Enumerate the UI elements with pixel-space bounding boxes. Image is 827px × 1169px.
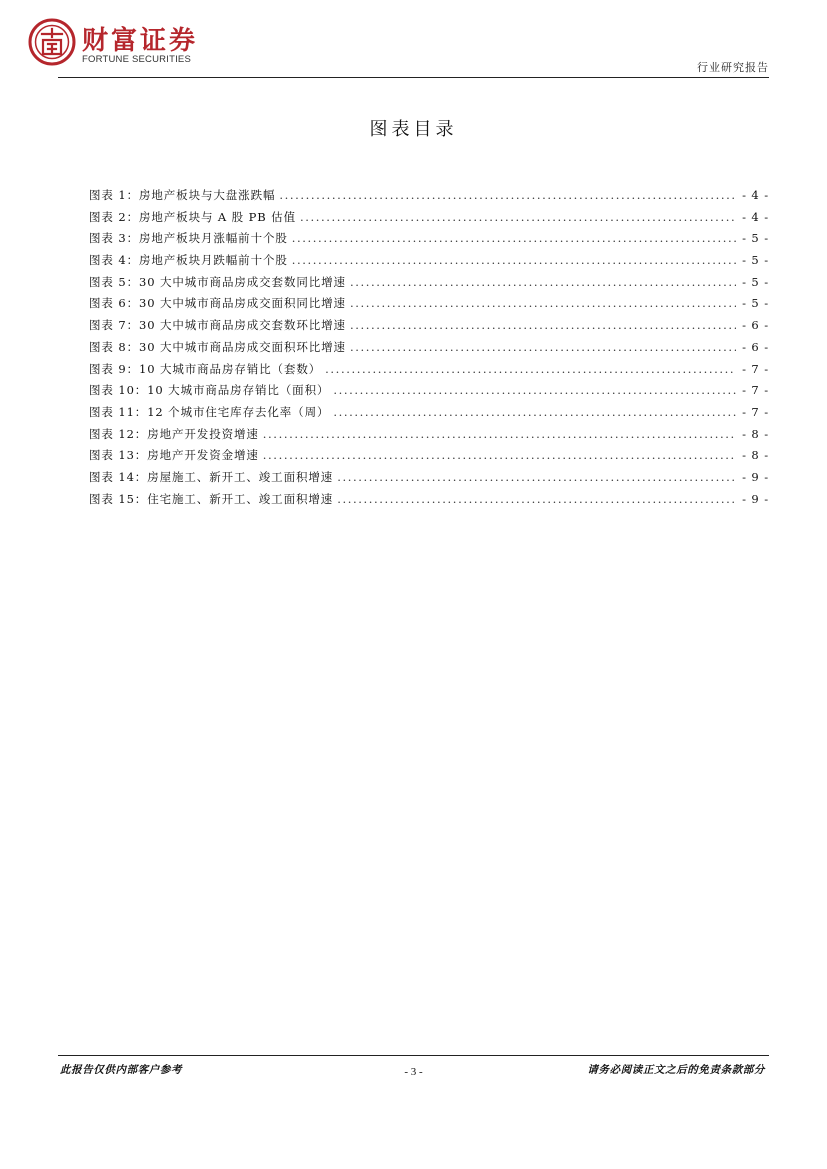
toc-entry-label: 图表 10：10 大城市商品房存销比（面积）: [89, 383, 330, 398]
toc-entry[interactable]: [89, 252, 769, 274]
toc-entry[interactable]: [89, 426, 769, 448]
toc-entry-label: 图表 7：30 大中城市商品房成交套数环比增速: [89, 318, 346, 333]
footer-disclaimer-left: 此报告仅供内部客户参考: [60, 1064, 183, 1076]
toc-entry-page: - 6 -: [742, 339, 769, 354]
toc-leader-dots: [333, 383, 736, 397]
footer-divider: [58, 1055, 769, 1056]
page-number: - 3 -: [404, 1066, 423, 1078]
toc-entry[interactable]: [89, 361, 769, 383]
toc-list: [89, 187, 769, 512]
toc-entry-label: 图表 2：房地产板块与 A 股 PB 估值: [89, 209, 296, 224]
toc-entry-page: - 4 -: [742, 188, 769, 202]
toc-entry-page: - 5 -: [742, 231, 769, 246]
brand-name-en: FORTUNE SECURITIES: [82, 54, 191, 65]
toc-entry[interactable]: [89, 382, 769, 404]
toc-entry-page: - 4 -: [742, 209, 769, 224]
toc-leader-dots: [292, 231, 736, 245]
toc-entry-label: 图表 15：住宅施工、新开工、竣工面积增速: [89, 491, 334, 506]
toc-leader-dots: [350, 340, 736, 354]
toc-leader-dots: [279, 188, 736, 202]
toc-leader-dots: [292, 253, 736, 267]
toc-entry-label: 图表 8：30 大中城市商品房成交面积环比增速: [89, 339, 346, 354]
toc-entry-label: 图表 4：房地产板块月跌幅前十个股: [89, 253, 288, 268]
toc-entry[interactable]: [89, 404, 769, 426]
toc-entry-page: - 5 -: [742, 253, 769, 268]
toc-entry[interactable]: [89, 187, 769, 209]
toc-leader-dots: [350, 296, 736, 310]
toc-entry[interactable]: [89, 295, 769, 317]
toc-entry[interactable]: [89, 274, 769, 296]
toc-leader-dots: [350, 318, 736, 332]
toc-entry-page: - 8 -: [742, 426, 769, 441]
toc-entry[interactable]: [89, 317, 769, 339]
toc-entry-page: - 8 -: [742, 448, 769, 463]
toc-entry-page: - 7 -: [742, 383, 769, 398]
header-divider: [58, 77, 769, 78]
toc-entry-page: - 5 -: [742, 274, 769, 289]
toc-entry-label: 图表 13：房地产开发资金增速: [89, 448, 259, 463]
toc-entry-page: - 5 -: [742, 296, 769, 311]
toc-entry[interactable]: [89, 469, 769, 491]
toc-entry-page: - 7 -: [742, 404, 769, 419]
toc-leader-dots: [263, 427, 736, 441]
toc-entry[interactable]: [89, 491, 769, 513]
footer-disclaimer-right: 请务必阅读正文之后的免责条款部分: [587, 1064, 765, 1076]
toc-entry-page: - 7 -: [742, 361, 769, 376]
toc-entry[interactable]: [89, 230, 769, 252]
toc-leader-dots: [263, 448, 736, 462]
brand-name-cn: 财富证券: [82, 26, 199, 56]
toc-entry[interactable]: [89, 209, 769, 231]
toc-entry-page: - 6 -: [742, 318, 769, 333]
company-logo: [28, 18, 228, 70]
toc-leader-dots: [300, 210, 736, 224]
toc-entry-label: 图表 6：30 大中城市商品房成交面积同比增速: [89, 296, 346, 311]
toc-leader-dots: [337, 470, 736, 484]
toc-leader-dots: [350, 275, 736, 289]
toc-entry-label: 图表 11：12 个城市住宅库存去化率（周）: [89, 404, 330, 419]
toc-entry-page: - 9 -: [742, 491, 769, 506]
toc-leader-dots: [325, 362, 736, 376]
toc-entry-label: 图表 9：10 大城市商品房存销比（套数）: [89, 361, 322, 376]
toc-entry-label: 图表 12：房地产开发投资增速: [89, 426, 259, 441]
toc-leader-dots: [333, 405, 736, 419]
fortune-seal-icon: [28, 18, 76, 66]
toc-entry[interactable]: [89, 447, 769, 469]
toc-entry-label: 图表 14：房屋施工、新开工、竣工面积增速: [89, 469, 334, 484]
toc-entry[interactable]: [89, 339, 769, 361]
toc-entry-label: 图表 1：房地产板块与大盘涨跌幅: [89, 188, 276, 202]
toc-entry-page: - 9 -: [742, 469, 769, 484]
toc-entry-label: 图表 5：30 大中城市商品房成交套数同比增速: [89, 274, 346, 289]
toc-title: 图表目录: [369, 119, 458, 140]
toc-leader-dots: [337, 492, 736, 506]
report-type-label: 行业研究报告: [697, 61, 769, 74]
toc-entry-label: 图表 3：房地产板块月涨幅前十个股: [89, 231, 288, 246]
